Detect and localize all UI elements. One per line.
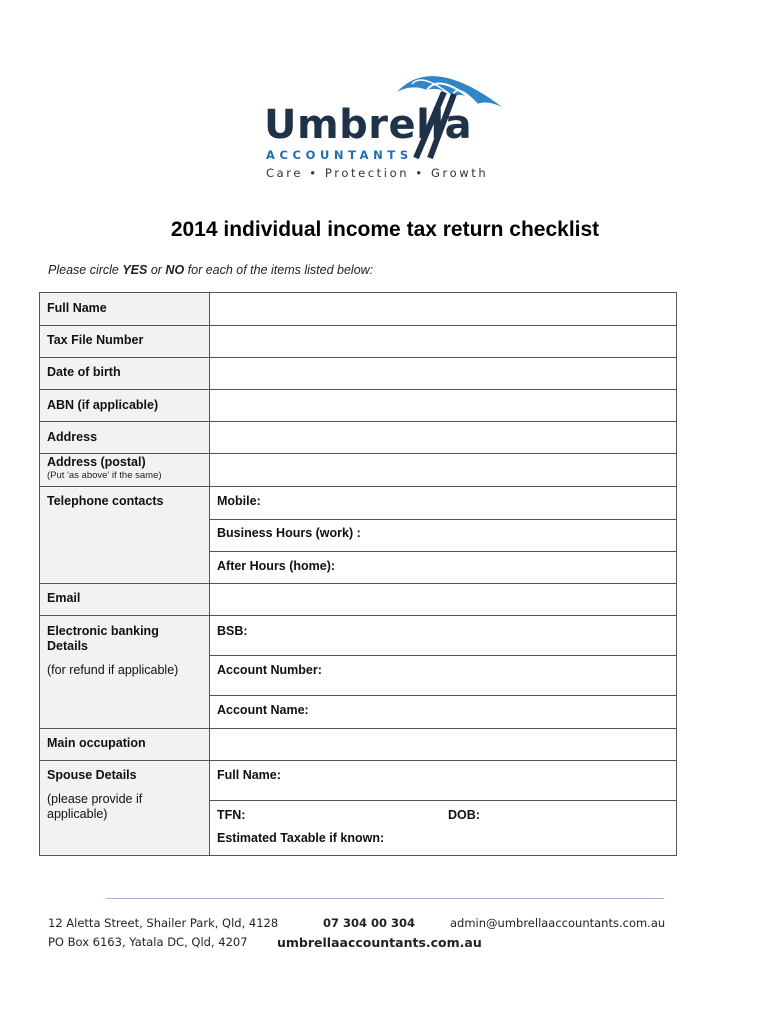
logo-tagline: Care • Protection • Growth xyxy=(266,166,489,180)
logo-wordmark: Umbrella xyxy=(264,102,473,148)
row-divider xyxy=(40,389,676,390)
instructions-yes: YES xyxy=(122,263,148,277)
row-divider xyxy=(210,519,676,520)
tfn-label: Tax File Number xyxy=(47,333,144,347)
footer-street: 12 Aletta Street, Shailer Park, Qld, 4128 xyxy=(48,916,279,930)
row-divider xyxy=(210,695,676,696)
company-logo xyxy=(262,62,507,182)
banking-label xyxy=(47,624,159,654)
footer-email[interactable]: admin@umbrellaaccountants.com.au xyxy=(450,916,666,930)
spouse-tfn-field[interactable]: TFN: xyxy=(217,808,246,822)
row-divider xyxy=(210,800,676,801)
abn-label: ABN (if applicable) xyxy=(47,398,159,412)
row-divider xyxy=(40,760,676,761)
footer-phone[interactable]: 07 304 00 304 xyxy=(323,916,416,930)
row-divider xyxy=(40,453,676,454)
row-divider xyxy=(40,357,676,358)
mobile-field[interactable]: Mobile: xyxy=(217,494,261,508)
instructions-no: NO xyxy=(165,263,185,277)
account-name-field[interactable]: Account Name: xyxy=(217,703,309,717)
row-divider xyxy=(210,551,676,552)
full-name-label: Full Name xyxy=(47,301,107,315)
row-divider xyxy=(40,486,676,487)
row-divider xyxy=(40,728,676,729)
banking-note: (for refund if applicable) xyxy=(47,663,179,677)
spouse-full-name-field[interactable]: Full Name: xyxy=(217,768,281,782)
spouse-note-line2: applicable) xyxy=(47,807,108,821)
row-divider xyxy=(40,615,676,616)
address-label: Address xyxy=(47,430,98,444)
business-hours-field[interactable]: Business Hours (work) : xyxy=(217,526,361,540)
row-divider xyxy=(40,583,676,584)
bsb-field[interactable]: BSB: xyxy=(217,624,248,638)
row-divider xyxy=(40,325,676,326)
row-divider xyxy=(210,655,676,656)
spouse-label: Spouse Details xyxy=(47,768,137,782)
footer-po-box: PO Box 6163, Yatala DC, Qld, 4207 xyxy=(48,935,248,949)
instructions-middle: or xyxy=(147,263,166,277)
instructions-suffix: for each of the items listed below: xyxy=(184,263,374,277)
row-divider xyxy=(40,421,676,422)
footer-website[interactable]: umbrellaaccountants.com.au xyxy=(277,935,482,950)
after-hours-field[interactable]: After Hours (home): xyxy=(217,559,336,573)
email-label: Email xyxy=(47,591,81,605)
logo-subtitle: ACCOUNTANTS xyxy=(266,148,413,162)
instructions-prefix: Please circle xyxy=(48,263,123,277)
address-postal-label: Address (postal) xyxy=(47,455,146,469)
footer-divider xyxy=(106,898,664,899)
address-postal-note: (Put 'as above' if the same) xyxy=(47,470,162,481)
spouse-note-line1: (please provide if xyxy=(47,792,143,806)
spouse-dob-field[interactable]: DOB: xyxy=(448,808,480,822)
banking-label-line1: Electronic banking xyxy=(47,624,159,638)
account-number-field[interactable]: Account Number: xyxy=(217,663,322,677)
dob-label: Date of birth xyxy=(47,365,121,379)
page-title: 2014 individual income tax return checklist xyxy=(170,218,600,241)
occupation-label: Main occupation xyxy=(47,736,146,750)
checklist-form xyxy=(39,292,677,856)
telephone-label: Telephone contacts xyxy=(47,494,164,508)
spouse-taxable-field[interactable]: Estimated Taxable if known: xyxy=(217,831,385,845)
instructions xyxy=(48,263,373,277)
banking-label-line2: Details xyxy=(47,639,88,653)
spouse-note xyxy=(47,792,142,822)
